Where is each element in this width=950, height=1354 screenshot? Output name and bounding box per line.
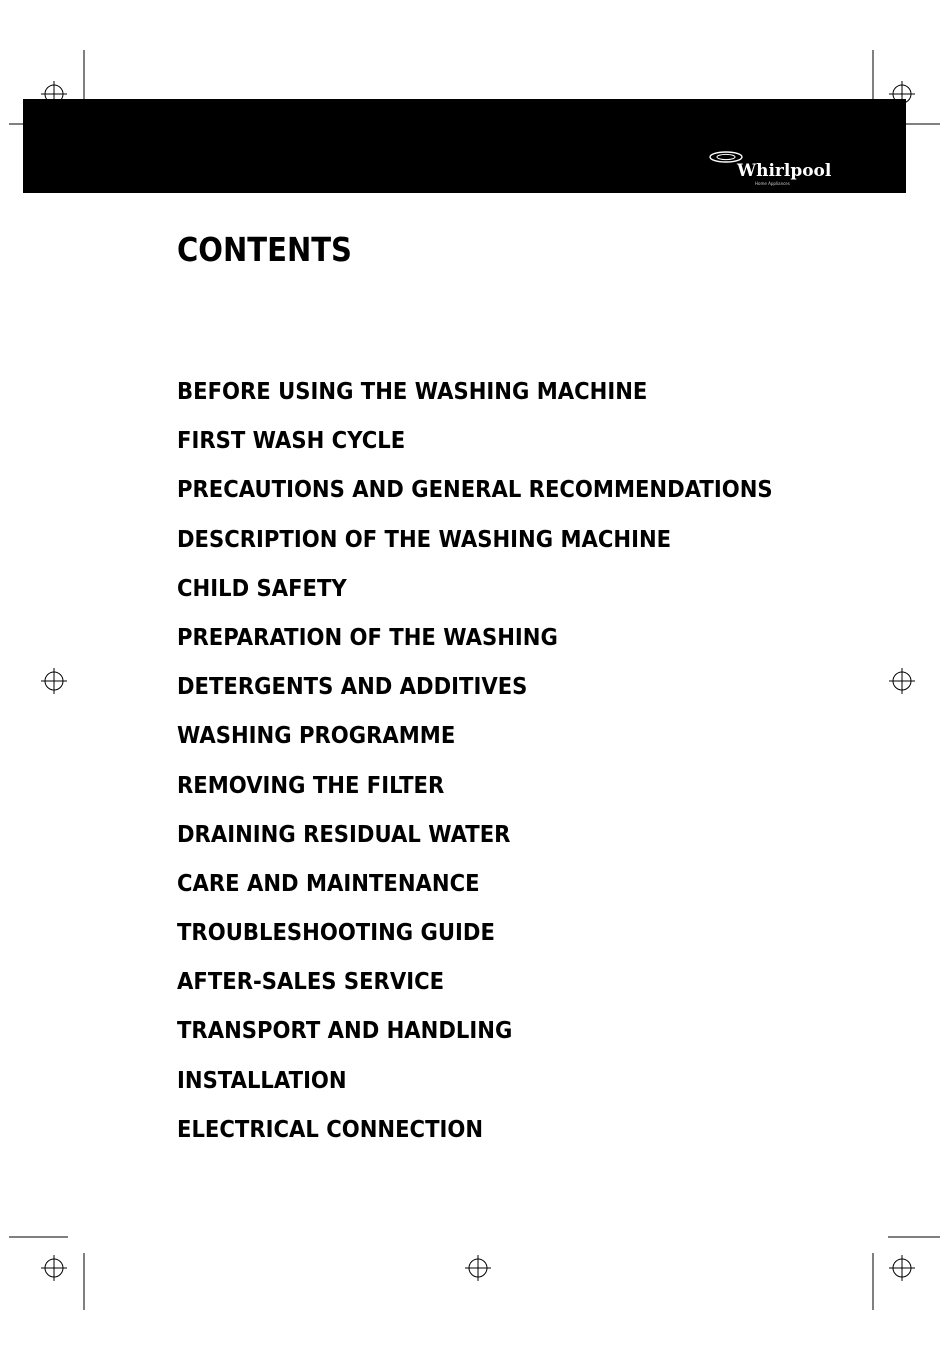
brand-tagline: Home Appliances bbox=[755, 181, 790, 186]
contents-list bbox=[177, 373, 839, 1160]
contents-item: REMOVING THE FILTER bbox=[177, 770, 445, 799]
contents-item: BEFORE USING THE WASHING MACHINE bbox=[177, 377, 648, 405]
contents-item: INSTALLATION bbox=[177, 1065, 347, 1094]
contents-item: PREPARATION OF THE WASHING bbox=[177, 622, 558, 651]
contents-item: FIRST WASH CYCLE bbox=[177, 426, 406, 455]
contents-item: DRAINING RESIDUAL WATER bbox=[177, 819, 511, 848]
contents-item: PRECAUTIONS AND GENERAL RECOMMENDATIONS bbox=[177, 475, 773, 504]
contents-item: CARE AND MAINTENANCE bbox=[177, 868, 480, 897]
contents-item: DESCRIPTION OF THE WASHING MACHINE bbox=[177, 524, 672, 553]
whirlpool-logo bbox=[707, 151, 832, 187]
contents-item: WASHING PROGRAMME bbox=[177, 721, 456, 750]
page-title: CONTENTS bbox=[177, 230, 352, 269]
header-band bbox=[23, 99, 906, 193]
brand-name: Whirlpool bbox=[737, 161, 832, 181]
contents-item: CHILD SAFETY bbox=[177, 573, 347, 602]
contents-item: TROUBLESHOOTING GUIDE bbox=[177, 918, 495, 947]
contents-item: DETERGENTS AND ADDITIVES bbox=[177, 672, 528, 701]
contents-item: ELECTRICAL CONNECTION bbox=[177, 1114, 484, 1143]
contents-item: TRANSPORT AND HANDLING bbox=[177, 1016, 513, 1045]
contents-item: AFTER-SALES SERVICE bbox=[177, 967, 445, 996]
